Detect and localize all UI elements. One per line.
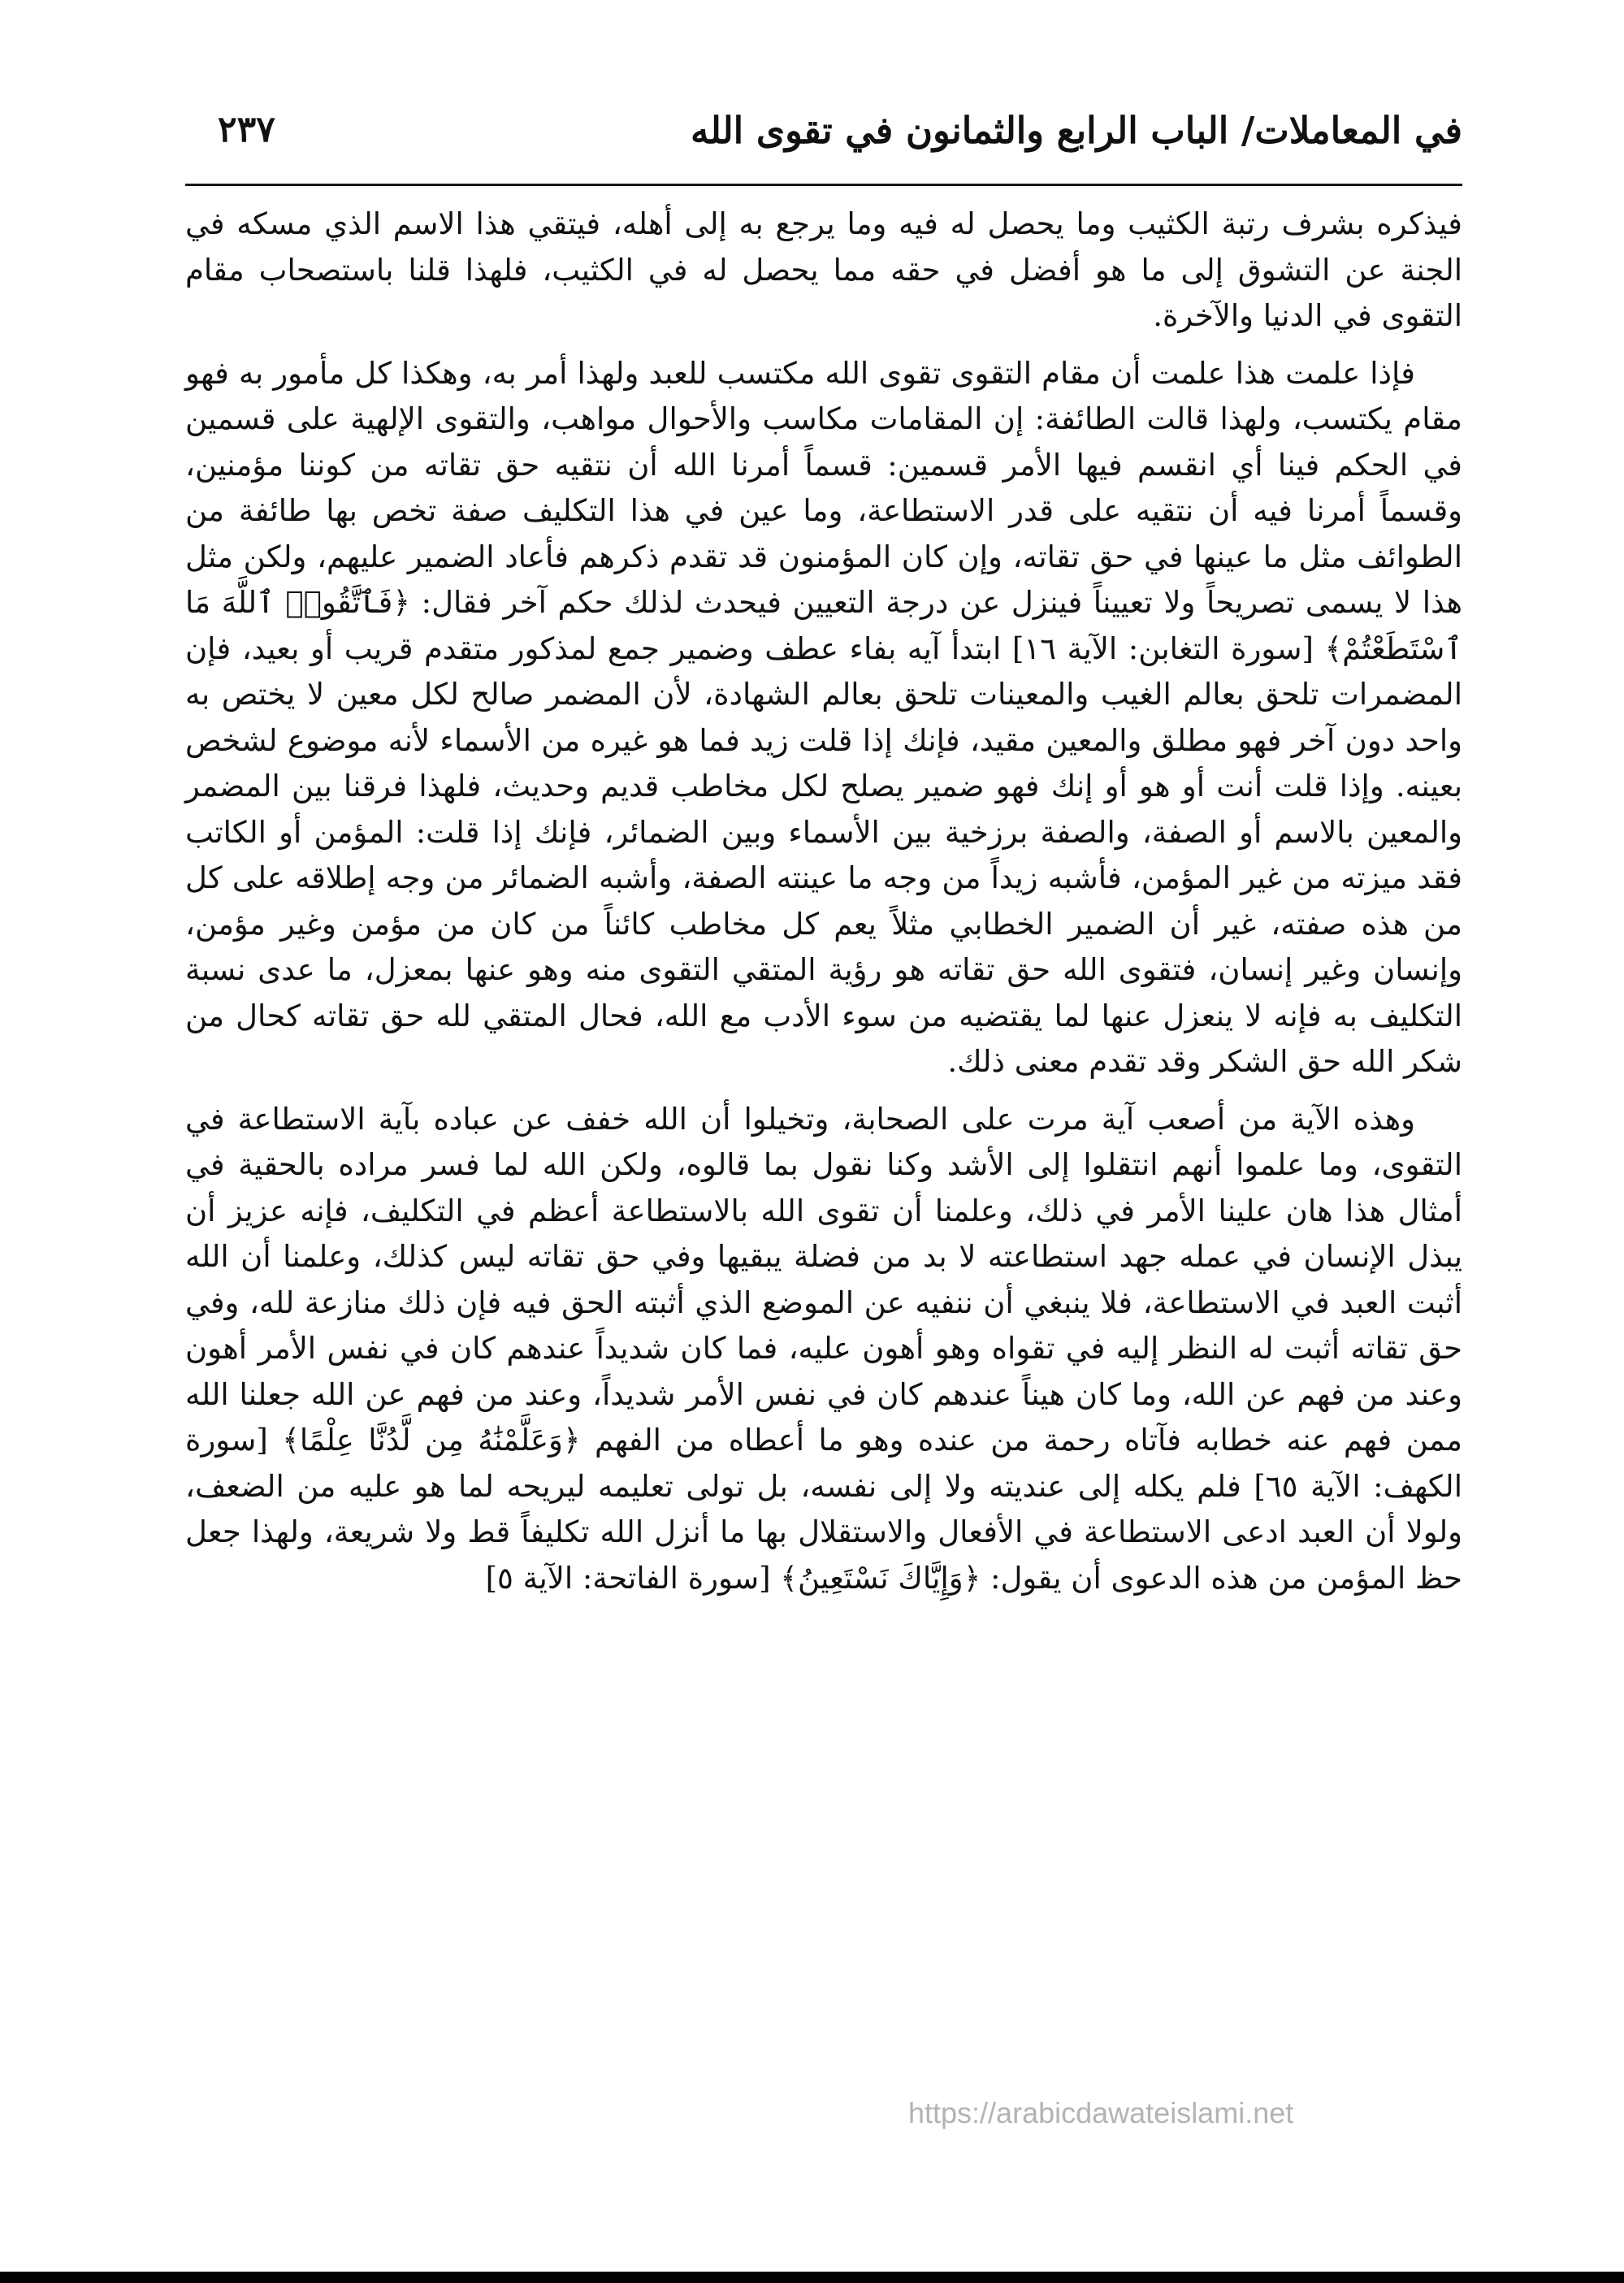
running-title: في المعاملات/ الباب الرابع والثمانون في تقوى الله — [690, 109, 1462, 152]
header-divider — [185, 184, 1462, 186]
paragraph-2: فإذا علمت هذا علمت أن مقام التقوى تقوى الله مكتسب للعبد ولهذا أمر به، وهكذا كل مأمور به فهو مقام يكتسب، ولهذا قالت الطائفة: إن المقامات مكاسب والأحوال مواهب، والتقوى الإلهية على قسمين في الحكم فينا أي انقسم فيها الأمر قسمين: قسماً أمرنا الله أن نتقيه حق تقاته من كوننا مؤمنين، وقسماً أمرنا فيه أن نتقيه على قدر الاستطاعة، وما عين في هذا التكليف صفة تخص بها طائفة من الطوائف مثل ما عينها في حق تقاته، وإن كان المؤمنون قد تقدم ذكرهم فأعاد الضمير عليهم، ولكن مثل هذا لا يسمى تصريحاً ولا تعييناً فينزل عن درجة التعيين فيحدث لذلك حكم آخر فقال: ﴿فَٱتَّقُوا۟ ٱللَّهَ مَا ٱسْتَطَعْتُمْ﴾ [سورة التغابن: الآية ١٦] ابتدأ آيه بفاء عطف وضمير جمع لمذكور متقدم قريب أو بعيد، فإن المضمرات تلحق بعالم الغيب والمعينات تلحق بعالم الشهادة، لأن المضمر صالح لكل معين لا يختص به واحد دون آخر فهو مطلق والمعين مقيد، فإنك إذا قلت زيد فما هو غيره من الأسماء لأنه موضوع لشخص بعينه. وإذا قلت أنت أو هو أو إنك فهو ضمير يصلح لكل مخاطب قديم وحديث، فلهذا فرقنا بين المضمر والمعين بالاسم أو الصفة، والصفة برزخية بين الأسماء وبين الضمائر، فإنك إذا قلت: المؤمن أو الكاتب فقد ميزته من غير المؤمن، فأشبه زيداً من وجه ما عينته الصفة، وأشبه الضمائر من وجه إطلاقه على كل من هذه صفته، غير أن الضمير الخطابي مثلاً يعم كل مخاطب كائناً من كان من مؤمن وغير مؤمن، وإنسان وغير إنسان، فتقوى الله حق تقاته هو رؤية المتقي التقوى منه وهو عنها بمعزل، ما عدى نسبة التكليف به فإنه لا ينعزل عنها لما يقتضيه من سوء الأدب مع الله، فحال المتقي لله حق تقاته كحال من شكر الله حق الشكر وقد تقدم معنى ذلك. — [185, 355, 1462, 1079]
page-number: ٢٣٧ — [218, 109, 275, 150]
paragraph-3: وهذه الآية من أصعب آية مرت على الصحابة، وتخيلوا أن الله خفف عن عباده بآية الاستطاعة في التقوى، وما علموا أنهم انتقلوا إلى الأشد وكنا نقول بما قالوه، ولكن الله لما فسر مراده بالحقية في أمثال هذا هان علينا الأمر في ذلك، وعلمنا أن تقوى الله بالاستطاعة أعظم في التكليف، فإنه عزيز أن يبذل الإنسان في عمله جهد استطاعته لا بد من فضلة يبقيها وفي حق تقاته ليس كذلك، وعلمنا أن الله أثبت العبد في الاستطاعة، فلا ينبغي أن ننفيه عن الموضع الذي أثبته الحق فيه فإن ذلك منازعة لله، وفي حق تقاته أثبت له النظر إليه في تقواه وهو أهون عليه، فما كان شديداً عندهم كان في نفس الأمر أهون وعند من فهم عن الله، وما كان هيناً عندهم كان في نفس الأمر شديداً، وعند من فهم عن الله جعلنا الله ممن فهم عنه خطابه فآتاه رحمة من عنده وهو ما أعطاه من الفهم ﴿وَعَلَّمْنَٰهُ مِن لَّدُنَّا عِلْمًا﴾ [سورة الكهف: الآية ٦٥] فلم يكله إلى عنديته ولا إلى نفسه، بل تولى تعليمه ليريحه لما هو عليه من الضعف، ولولا أن العبد ادعى الاستطاعة في الأفعال والاستقلال بها ما أنزل الله تكليفاً قط ولا شريعة، ولهذا جعل حظ المؤمن من هذه الدعوى أن يقول: ﴿وَإِيَّاكَ نَسْتَعِينُ﴾ [سورة الفاتحة: الآية ٥] — [185, 1101, 1462, 1596]
scan-edge-bar — [0, 2272, 1624, 2283]
main-text — [185, 201, 1462, 1613]
page-header — [185, 97, 1462, 179]
watermark-url: https://arabicdawateislami.net — [908, 2096, 1294, 2129]
paragraph-1: فيذكره بشرف رتبة الكثيب وما يحصل له فيه وما يرجع به إلى أهله، فيتقي هذا الاسم الذي مسكه في الجنة عن التشوق إلى ما هو أفضل في حقه مما يحصل له في الكثيب، فلهذا قلنا باستصحاب مقام التقوى في الدنيا والآخرة. — [185, 206, 1462, 333]
